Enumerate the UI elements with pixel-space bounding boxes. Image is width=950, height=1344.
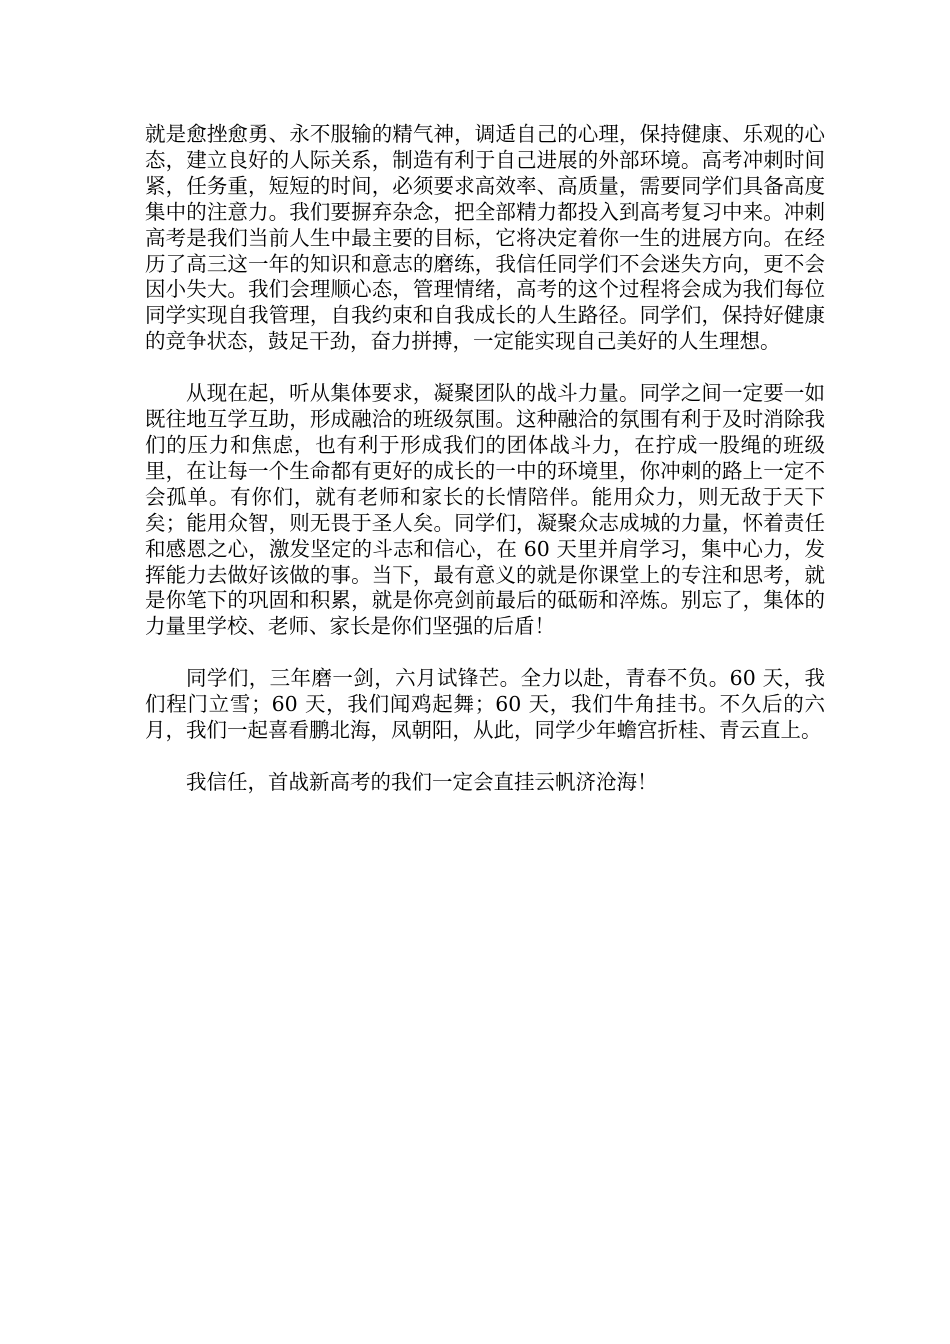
paragraph-4: 我信任，首战新高考的我们一定会直挂云帆济沧海！ bbox=[186, 769, 658, 794]
paragraph-3: 同学们，三年磨一剑，六月试锋芒。全力以赴，青春不负。60 天，我们程门立雪；60 天，我们闻鸡起舞；60 天，我们牛角挂书。不久后的六月，我们一起喜看鹏北海，凤朝阳，从此，同学少年蟾宫折桂、青云直上。 bbox=[145, 666, 825, 743]
paragraph-1: 就是愈挫愈勇、永不服输的精气神，调适自己的心理，保持健康、乐观的心态，建立良好的人际关系，制造有利于自己进展的外部环境。高考冲刺时间紧，任务重，短短的时间，必须要求高效率、高质量，需要同学们具备高度集中的注意力。我们要摒弃杂念，把全部精力都投入到高考复习中来。冲刺高考是我们当前人生中最主要的目标，它将决定着你一生的进展方向。在经历了高三这一年的知识和意志的磨练，我信任同学们不会迷失方向，更不会因小失大。我们会理顺心态，管理情绪，高考的这个过程将会成为我们每位同学实现自我管理，自我约束和自我成长的人生路径。同学们，保持好健康的竞争状态，鼓足干劲，奋力拼搏，一定能实现自己美好的人生理想。 bbox=[145, 122, 825, 354]
paragraph-2: 从现在起，听从集体要求，凝聚团队的战斗力量。同学之间一定要一如既往地互学互助，形成融洽的班级氛围。这种融洽的氛围有利于及时消除我们的压力和焦虑，也有利于形成我们的团体战斗力，在拧成一股绳的班级里，在让每一个生命都有更好的成长的一中的环境里，你冲刺的路上一定不会孤单。有你们，就有老师和家长的长情陪伴。能用众力，则无敌于天下矣；能用众智，则无畏于圣人矣。同学们，凝聚众志成城的力量，怀着责任和感恩之心，激发坚定的斗志和信心，在 60 天里并肩学习，集中心力，发挥能力去做好该做的事。当下，最有意义的就是你课堂上的专注和思考，就是你笔下的巩固和积累，就是你亮剑前最后的砥砺和淬炼。别忘了，集体的力量里学校、老师、家长是你们坚强的后盾！ bbox=[145, 381, 825, 639]
document-body bbox=[145, 122, 825, 822]
